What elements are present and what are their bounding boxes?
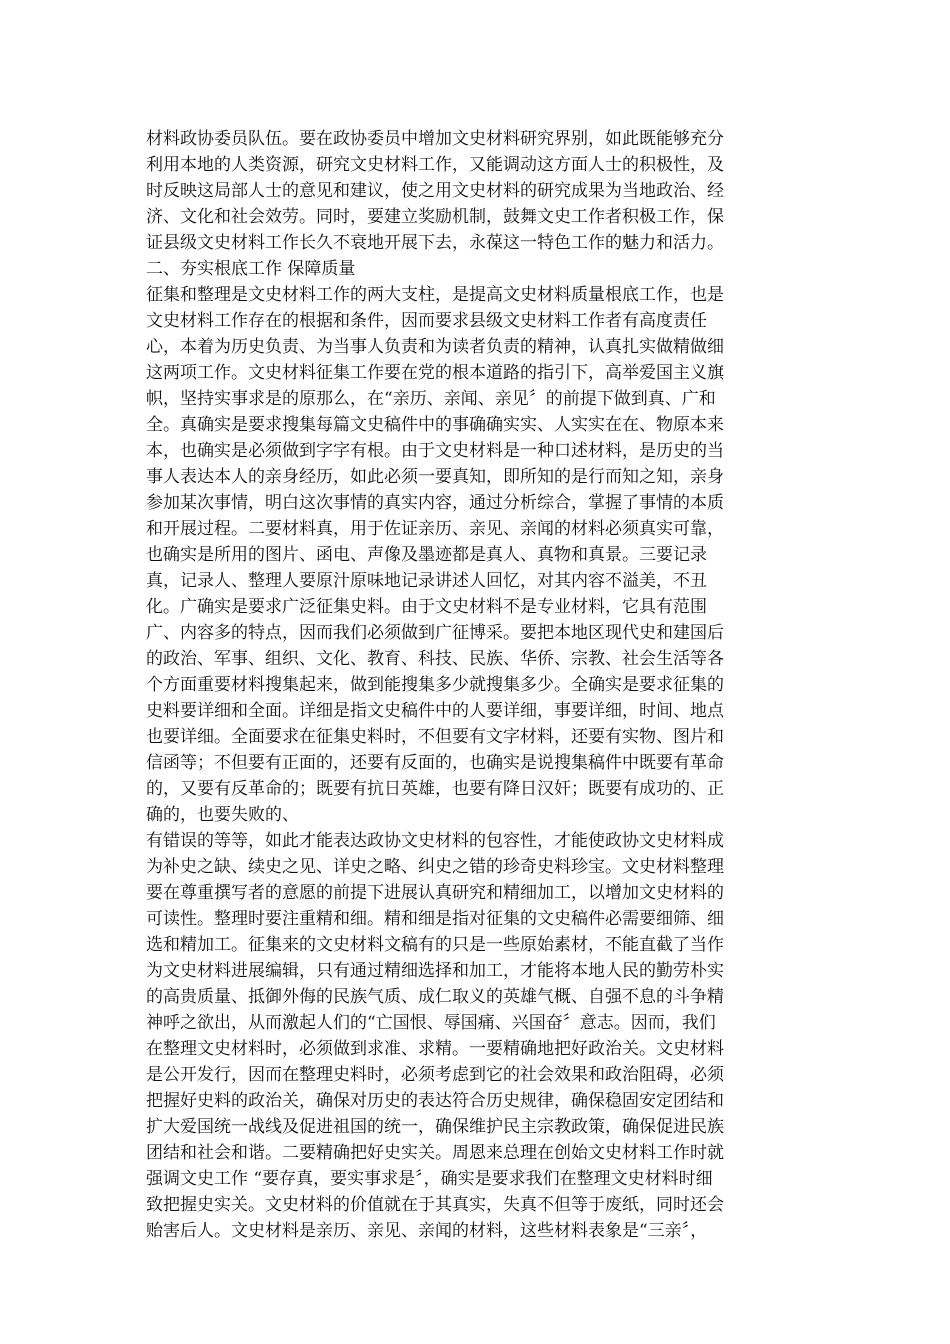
- text-line: 可读性。整理时要注重精和细。精和细是指对征集的文史稿件必需要细筛、细: [146, 909, 724, 929]
- text-line: 本，也确实是必须做到字字有根。由于文史材料是一种口述材料，是历史的当: [146, 441, 724, 461]
- text-line: 事人表达本人的亲身经历，如此必须一要真知，即所知的是行而知之知，亲身: [146, 467, 724, 487]
- text-line: 个方面重要材料搜集起来，做到能搜集多少就搜集多少。全确实是要求征集的: [146, 675, 724, 695]
- text-line: 信函等；不但要有正面的，还要有反面的，也确实是说搜集稿件中既要有革命: [146, 753, 724, 773]
- text-line: 致把握史实关。文史材料的价值就在于其真实，失真不但等于废纸，同时还会: [146, 1195, 724, 1215]
- text-line: 化。广确实是要求广泛征集史料。由于文史材料不是专业材料，它具有范围: [146, 597, 707, 617]
- text-line: 为文史材料进展编辑，只有通过精细选择和加工，才能将本地人民的勤劳朴实: [146, 961, 724, 981]
- text-line: 证县级文史材料工作长久不衰地开展下去，永葆这一特色工作的魅力和活力。: [146, 233, 724, 253]
- text-line: 的，又要有反革命的；既要有抗日英雄，也要有降日汉奸；既要有成功的、正: [146, 779, 724, 799]
- text-line: 也确实是所用的图片、函电、声像及墨迹都是真人、真物和真景。三要记录: [146, 545, 707, 565]
- text-line: 的高贵质量、抵御外侮的民族气质、成仁取义的英雄气概、自强不息的斗争精: [146, 987, 724, 1007]
- section-heading: 二、夯实根底工作 保障质量: [146, 259, 356, 279]
- text-line: 为补史之缺、续史之见、详史之略、纠史之错的珍奇史料珍宝。文史材料整理: [146, 857, 724, 877]
- text-line: 扩大爱国统一战线及促进祖国的统一，确保维护民主宗教政策，确保促进民族: [146, 1117, 724, 1137]
- text-line: 在整理文史材料时，必须做到求准、求精。一要精确地把好政治关。文史材料: [146, 1039, 724, 1059]
- text-line: 的政治、军事、组织、文化、教育、科技、民族、华侨、宗教、社会生活等各: [146, 649, 724, 669]
- text-line: 材料政协委员队伍。要在政协委员中增加文史材料研究界别，如此既能够充分: [146, 129, 724, 149]
- text-line: 有错误的等等，如此才能表达政协文史材料的包容性，才能使政协文史材料成: [146, 831, 724, 851]
- text-line: 利用本地的人类资源，研究文史材料工作，又能调动这方面人士的积极性，及: [146, 155, 724, 175]
- text-line: 这两项工作。文史材料征集工作要在党的根本道路的指引下，高举爱国主义旗: [146, 363, 724, 383]
- text-line: 心，本着为历史负责、为当事人负责和为读者负责的精神，认真扎实做精做细: [146, 337, 724, 357]
- text-line: 真，记录人、整理人要原汁原味地记录讲述人回忆，对其内容不溢美，不丑: [146, 571, 707, 591]
- text-line: 史料要详细和全面。详细是指文史稿件中的人要详细，事要详细，时间、地点: [146, 701, 724, 721]
- text-line: 时反映这局部人士的意见和建议，使之用文史材料的研究成果为当地政治、经: [146, 181, 724, 201]
- text-line: 团结和社会和谐。二要精确把好史实关。周恩来总理在创始文史材料工作时就: [146, 1143, 724, 1163]
- text-line: 把握好史料的政治关，确保对历史的表达符合历史规律，确保稳固安定团结和: [146, 1091, 724, 1111]
- text-line: 确的，也要失败的、: [146, 805, 299, 825]
- text-line: 济、文化和社会效劳。同时，要建立奖励机制，鼓舞文史工作者积极工作，保: [146, 207, 724, 227]
- text-line: 文史材料工作存在的根据和条件，因而要求县级文史材料工作者有高度责任: [146, 311, 707, 331]
- text-line: 和开展过程。二要材料真，用于佐证亲历、亲见、亲闻的材料必须真实可靠，: [146, 519, 724, 539]
- text-line: 贻害后人。文史材料是亲历、亲见、亲闻的材料，这些材料表象是“三亲〞，: [146, 1221, 708, 1241]
- document-body: [146, 126, 806, 1244]
- text-line: 选和精加工。征集来的文史材料文稿有的只是一些原始素材，不能直截了当作: [146, 935, 724, 955]
- text-line: 是公开发行，因而在整理史料时，必须考虑到它的社会效果和政治阻碍，必须: [146, 1065, 724, 1085]
- text-line: 强调文史工作 “要存真，要实事求是〞，确实是要求我们在整理文史材料时细: [146, 1169, 713, 1189]
- text-line: 神呼之欲出，从而激起人们的“亡国恨、辱国痛、兴国奋〞意志。因而，我们: [146, 1013, 716, 1033]
- text-line: 广、内容多的特点，因而我们必须做到广征博采。要把本地区现代史和建国后: [146, 623, 724, 643]
- text-line: 帜，坚持实事求是的原那么，在“亲历、亲闻、亲见〞的前提下做到真、广和: [146, 389, 716, 409]
- text-line: 征集和整理是文史材料工作的两大支柱，是提高文史材料质量根底工作，也是: [146, 285, 724, 305]
- text-line: 参加某次事情，明白这次事情的真实内容，通过分析综合，掌握了事情的本质: [146, 493, 724, 513]
- text-line: 也要详细。全面要求在征集史料时，不但要有文字材料，还要有实物、图片和: [146, 727, 724, 747]
- text-line: 要在尊重撰写者的意愿的前提下进展认真研究和精细加工，以增加文史材料的: [146, 883, 724, 903]
- text-line: 全。真确实是要求搜集每篇文史稿件中的事确确实实、人实实在在、物原本来: [146, 415, 724, 435]
